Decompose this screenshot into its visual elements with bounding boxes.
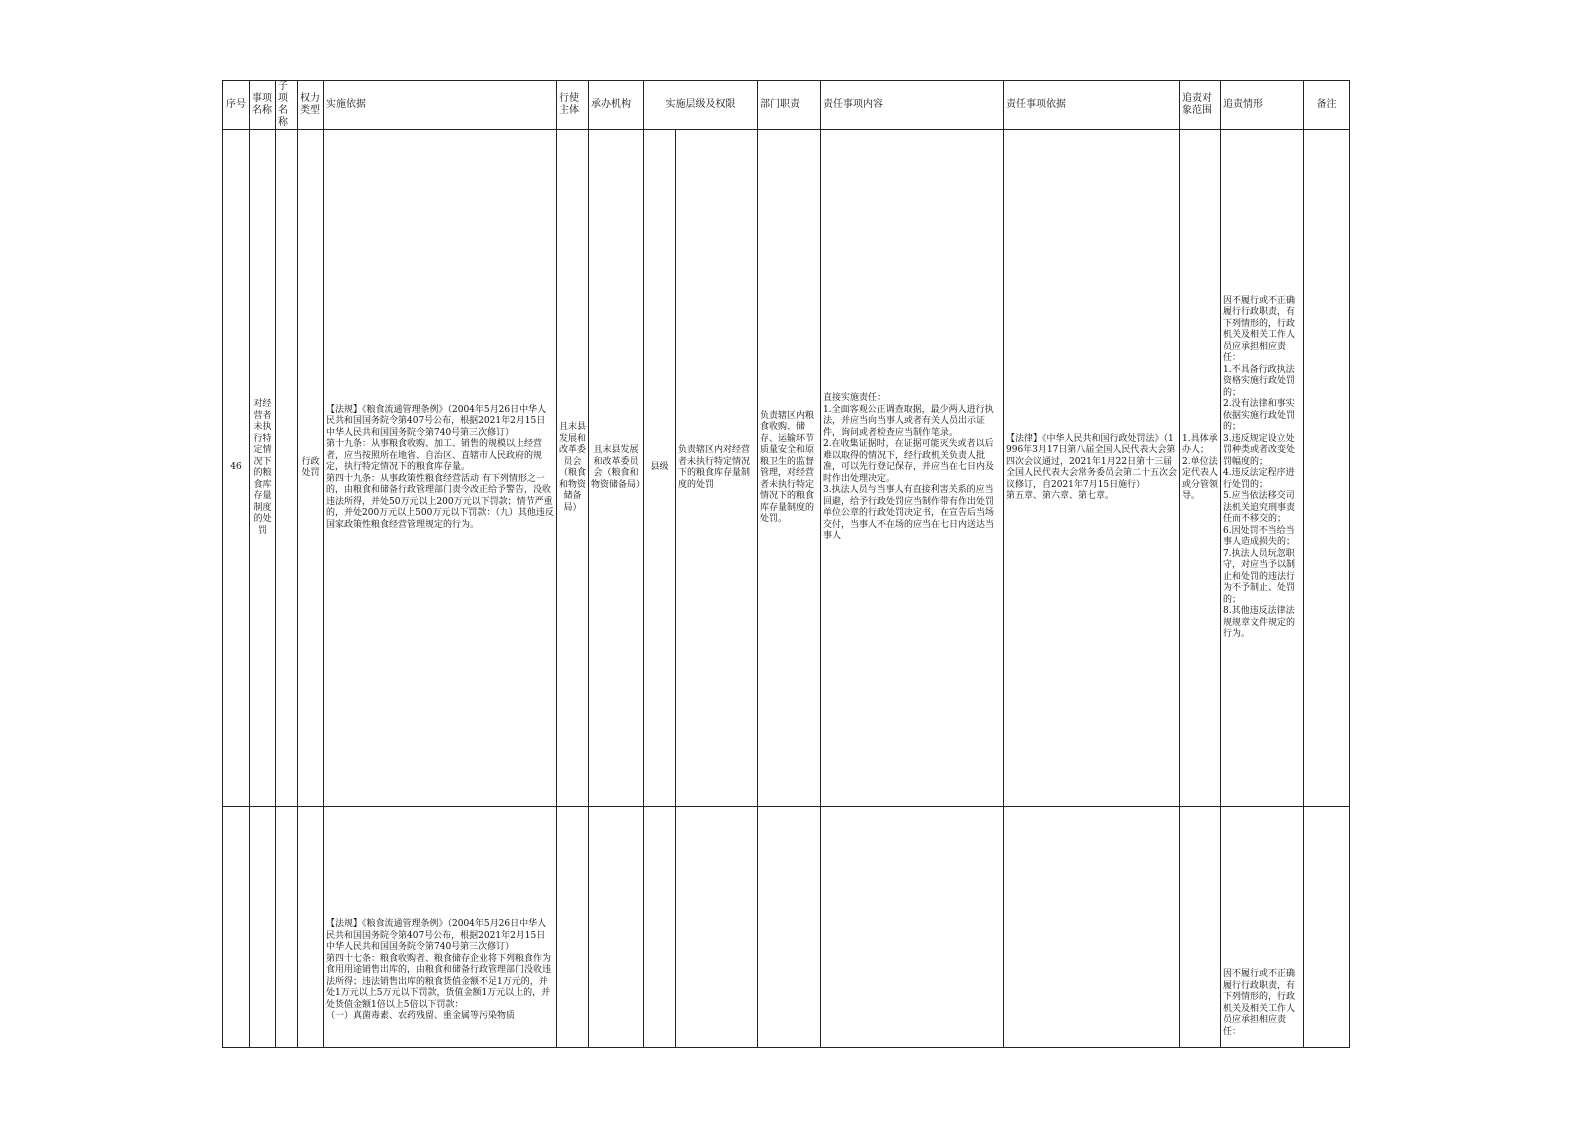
cell-resp-content: 直接实施责任： 1.全面客观公正调查取据，最少两人进行执法，并应当向当事人或者有关人员出示证件，询问或者检查应当制作笔录。 2.在收集证据时，在证据可能灭失或者以后难以取得的情况下，经行政机关负责人批准，可以先行登记保存，并应当在七日内及时作出处理决定。 3.执法人员与当事人有直接利害关系的应当回避，给予行政处罚应当制作带有作出处罚单位公章的行政处罚决定书，在宣告后当场交付，当事人不在场的应当在七日内送达当事人	[821, 130, 1004, 807]
header-resp-content: 责任事项内容	[821, 81, 1004, 130]
header-resp-basis: 责任事项依据	[1004, 81, 1180, 130]
cell-level-desc: 负责辖区内对经营者未执行特定情况下的粮食库存量制度的处罚	[676, 130, 758, 807]
cell-remark	[1304, 807, 1350, 1048]
cell-resp-basis	[1004, 807, 1180, 1048]
cell-situation-text: 因不履行或不正确履行行政职责，有下列情形的，行政机关及相关工作人员应承担相应责任：	[1223, 969, 1296, 1037]
header-duty: 部门职责	[758, 81, 821, 130]
cell-situation	[1221, 807, 1304, 1048]
cell-resp-basis: 【法律】《中华人民共和国行政处罚法》（1996年3月17日第八届全国人民代表大会第四次会议通过，2021年1月22日第十三届全国人民代表大会常务委员会第二十五次会议修订，自2021年7月15日施行） 第五章、第六章、第七章。	[1004, 130, 1180, 807]
cell-seq: 46	[223, 130, 250, 807]
header-row	[223, 81, 1350, 130]
cell-scope: 1.具体承办人； 2.单位法定代表人或分管领导。	[1180, 130, 1221, 807]
table-row	[223, 130, 1350, 807]
cell-agency: 且末县发展和改革委员会（粮食和物资储备局）	[589, 130, 644, 807]
cell-seq	[223, 807, 250, 1048]
cell-remark	[1304, 130, 1350, 807]
cell-basis-text: 【法规】《粮食流通管理条例》（2004年5月26日中华人民共和国国务院令第407号公布，根据2021年2月15日中华人民共和国国务院令第740号第三次修订） 第四十七条：粮食收购者、粮食储存企业将下列粮食作为食用用途销售出库的，由粮食和储备行政管理部门没收违法所得；违法销售出库的粮食货值金额不足1万元的，并处1万元以上5万元以下罚款，货值金额1万元以上的，并处货值金额1倍以上5倍以下罚款： （一）真菌毒素、农药残留、重金属等污染物质	[326, 919, 552, 1021]
responsibility-table	[222, 80, 1350, 1048]
cell-basis	[324, 807, 557, 1048]
cell-agency	[589, 807, 644, 1048]
header-subject: 行使主体	[557, 81, 589, 130]
cell-sub-item	[276, 807, 298, 1048]
header-basis: 实施依据	[324, 81, 557, 130]
cell-level: 县级	[644, 130, 676, 807]
cell-power-type	[298, 807, 324, 1048]
header-remark: 备注	[1304, 81, 1350, 130]
cell-subject	[557, 807, 589, 1048]
header-situation: 追责情形	[1221, 81, 1304, 130]
header-power-type: 权力类型	[298, 81, 324, 130]
cell-duty: 负责辖区内粮食收购、储存、运输环节质量安全和原粮卫生的监督管理，对经营者未执行特定情况下的粮食库存量制度的处罚。	[758, 130, 821, 807]
cell-power-type: 行政处罚	[298, 130, 324, 807]
cell-subject: 且末县发展和改革委员会（粮食和物资储备局）	[557, 130, 589, 807]
cell-level	[644, 807, 676, 1048]
cell-item-name: 对经营者未执行特定情况下的粮食库存量制度的处罚	[250, 130, 276, 807]
header-item-name: 事项名称	[250, 81, 276, 130]
cell-scope	[1180, 807, 1221, 1048]
header-scope: 追责对象范围	[1180, 81, 1221, 130]
cell-sub-item	[276, 130, 298, 807]
cell-resp-content	[821, 807, 1004, 1048]
cell-situation: 因不履行或不正确履行行政职责，有下列情形的，行政机关及相关工作人员应承担相应责任： 1.不具备行政执法资格实施行政处罚的； 2.没有法律和事实依据实施行政处罚的； 3.违反规定设立处罚种类或者改变处罚幅度的； 4.违反法定程序进行处罚的； 5.应当依法移交司法机关追究刑事责任而不移交的； 6.因处罚不当给当事人造成损失的； 7.执法人员玩忽职守，对应当予以制止和处罚的违法行为不予制止、处罚的； 8.其他违反法律法规规章文件规定的行为。	[1221, 130, 1304, 807]
header-sub-item: 子项名称	[276, 81, 298, 130]
cell-basis: 【法规】《粮食流通管理条例》（2004年5月26日中华人民共和国国务院令第407号公布，根据2021年2月15日中华人民共和国国务院令第740号第三次修订） 第十九条：从事粮食收购、加工、销售的规模以上经营者，应当按照所在地省、自治区、直辖市人民政府的规定，执行特定情况下的粮食库存量。 第四十九条：从事政策性粮食经营活动 有下列情形之一的，由粮食和储备行政管理部门责令改正给予警告，没收违法所得，并处50万元以上200万元以下罚款；情节严重的，并处200万元以上500万元以下罚款：（九）其他违反国家政策性粮食经营管理规定的行为。	[324, 130, 557, 807]
header-level: 实施层级及权限	[644, 81, 758, 130]
cell-item-name	[250, 807, 276, 1048]
header-seq: 序号	[223, 81, 250, 130]
header-agency: 承办机构	[589, 81, 644, 130]
cell-duty	[758, 807, 821, 1048]
cell-level-desc	[676, 807, 758, 1048]
table-row	[223, 807, 1350, 1048]
responsibility-table-sheet	[222, 80, 1349, 1037]
